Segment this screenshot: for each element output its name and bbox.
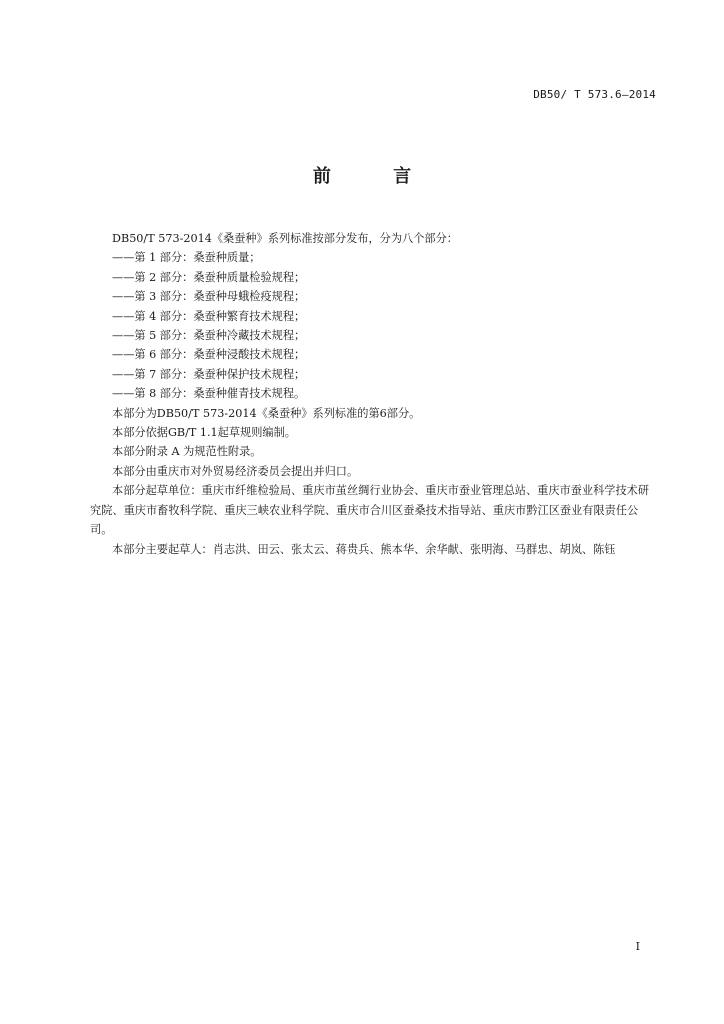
statement-drafting-rules: 本部分依据GB/T 1.1起草规则编制。 bbox=[112, 426, 296, 440]
statement-drafters: 本部分主要起草人：肖志洪、田云、张太云、蒋贵兵、熊本华、余华献、张明海、马群忠、胡岚、陈钰 bbox=[112, 542, 616, 556]
parts-list bbox=[90, 248, 656, 403]
list-item: ——第 5 部分：桑蚕种冷藏技术规程； bbox=[112, 329, 306, 343]
intro-paragraph: DB50/T 573-2014《桑蚕种》系列标准按部分发布，分为八个部分： bbox=[112, 232, 458, 245]
foreword-body bbox=[90, 229, 656, 559]
list-item: ——第 1 部分：桑蚕种质量； bbox=[112, 251, 261, 265]
statement-drafting-units: 本部分起草单位：重庆市纤维检验局、重庆市茧丝绸行业协会、重庆市蚕业管理总站、重庆市蚕业科学技术研究院、重庆市畜牧科学院、重庆三峡农业科学院、重庆市合川区蚕桑技术指导站、重庆市黔江区蚕业有限责任公司。 bbox=[90, 484, 650, 537]
standard-code: DB50/ T 573.6—2014 bbox=[533, 88, 656, 101]
list-item: ——第 4 部分：桑蚕种繁育技术规程； bbox=[112, 309, 306, 323]
statement-appendix: 本部分附录 A 为规范性附录。 bbox=[112, 445, 262, 459]
statement-part-number: 本部分为DB50/T 573-2014《桑蚕种》系列标准的第6部分。 bbox=[112, 406, 421, 420]
list-item: ——第 7 部分：桑蚕种保护技术规程； bbox=[112, 367, 306, 381]
page-number: I bbox=[635, 940, 640, 953]
list-item: ——第 2 部分：桑蚕种质量检验规程； bbox=[112, 270, 306, 284]
list-item: ——第 8 部分：桑蚕种催青技术规程。 bbox=[112, 387, 306, 401]
list-item: ——第 3 部分：桑蚕种母蛾检疫规程； bbox=[112, 290, 306, 304]
list-item: ——第 6 部分：桑蚕种浸酸技术规程； bbox=[112, 348, 306, 362]
page-title: 前 言 bbox=[312, 166, 440, 187]
statement-proposer: 本部分由重庆市对外贸易经济委员会提出并归口。 bbox=[112, 464, 359, 478]
